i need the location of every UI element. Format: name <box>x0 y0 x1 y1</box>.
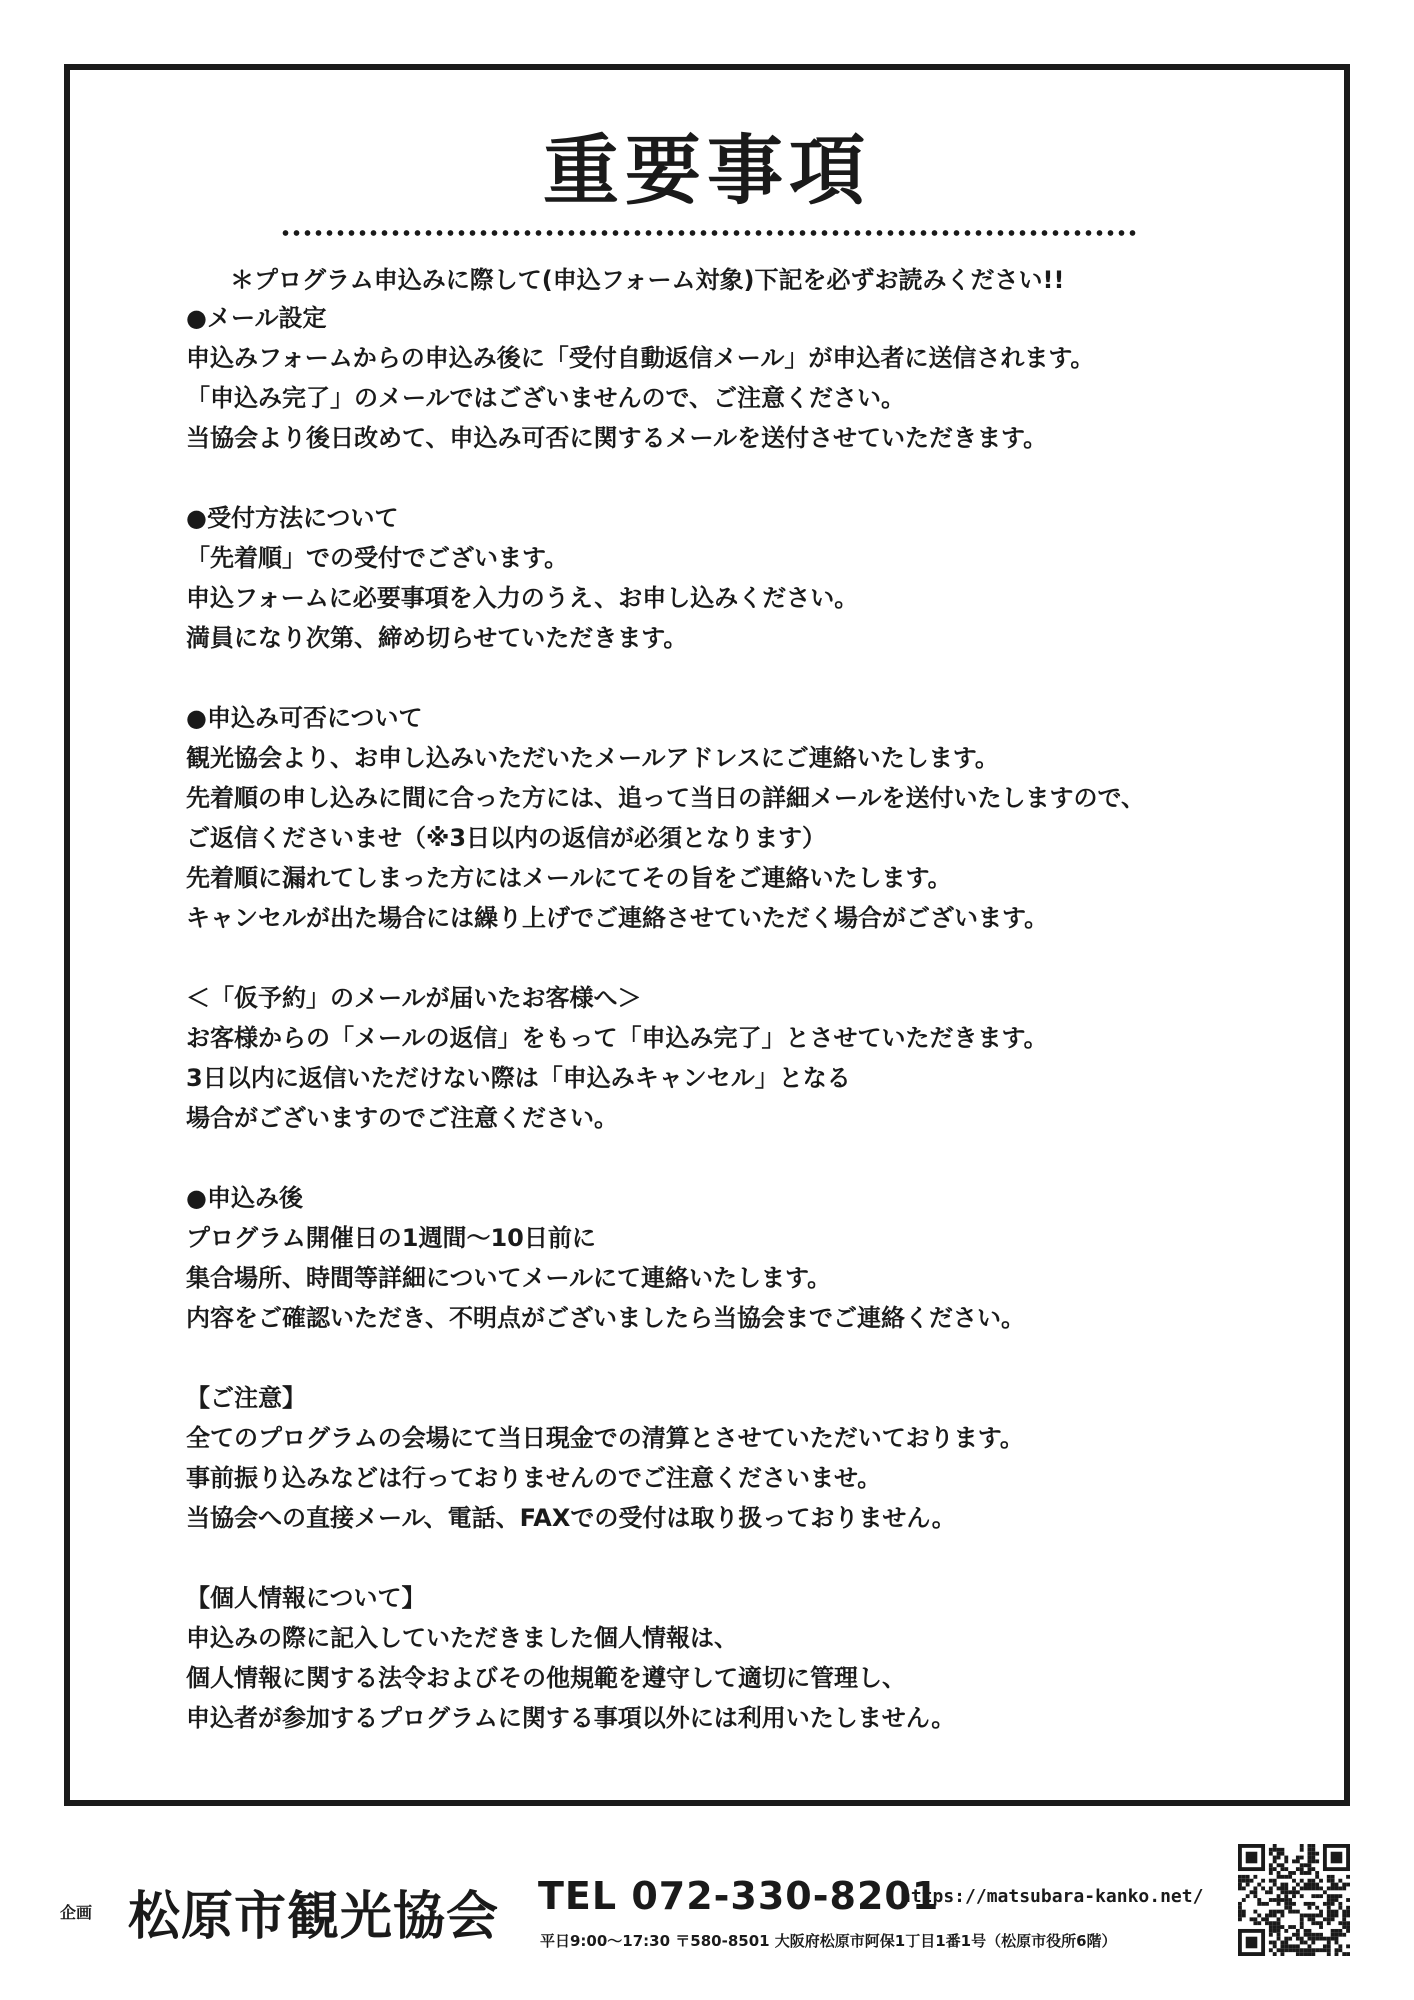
notice-frame <box>64 64 1350 1806</box>
section <box>186 698 1306 938</box>
section <box>186 298 1306 458</box>
section <box>186 1178 1306 1338</box>
section-heading: 【個人情報について】 <box>186 1584 426 1612</box>
dotted-divider <box>280 228 1140 238</box>
section-line: 集合場所、時間等詳細についてメールにて連絡いたします。 <box>186 1264 832 1292</box>
section-line: 申込者が参加するプログラムに関する事項以外には利用いたしません。 <box>186 1704 956 1732</box>
footer <box>0 1830 1414 2000</box>
section-line: キャンセルが出た場合には繰り上げでご連絡させていただく場合がございます。 <box>186 904 1049 932</box>
section-heading: ＜「仮予約」のメールが届いたお客様へ＞ <box>186 984 642 1012</box>
section-line: 申込フォームに必要事項を入力のうえ、お申し込みください。 <box>186 584 859 612</box>
section-heading: ●申込み可否について <box>186 704 423 732</box>
section-line: ご返信くださいませ（※3日以内の返信が必須となります） <box>186 824 827 852</box>
organization-name: 松原市観光協会 <box>128 1887 500 1947</box>
section-line: 先着順の申し込みに間に合った方には、追って当日の詳細メールを送付いたしますので、 <box>186 784 1146 812</box>
section-line: 「先着順」での受付でございます。 <box>186 544 569 572</box>
section-line: 当協会への直接メール、電話、FAXでの受付は取り扱っておりません。 <box>186 1504 956 1532</box>
section-heading: ●受付方法について <box>186 504 399 532</box>
section-line: 当協会より後日改めて、申込み可否に関するメールを送付させていただきます。 <box>186 424 1048 452</box>
section-line: 「申込み完了」のメールではございませんので、ご注意ください。 <box>186 384 906 412</box>
section-line: お客様からの「メールの返信」をもって「申込み完了」とさせていただきます。 <box>186 1024 1048 1052</box>
section-line: 事前振り込みなどは行っておりませんのでご注意くださいませ。 <box>186 1464 882 1492</box>
section-heading: ●申込み後 <box>186 1184 303 1212</box>
qr-code-icon[interactable] <box>1238 1844 1350 1956</box>
section-line: 3日以内に返信いただけない際は「申込みキャンセル」となる <box>186 1064 851 1092</box>
section-line: 先着順に漏れてしまった方にはメールにてその旨をご連絡いたします。 <box>186 864 952 892</box>
section-line: 申込みフォームからの申込み後に「受付自動返信メール」が申込者に送信されます。 <box>186 344 1095 372</box>
website-link[interactable]: https://matsubara-kanko.net/ <box>900 1886 1204 1907</box>
section-line: 個人情報に関する法令およびその他規範を遵守して適切に管理し、 <box>186 1664 906 1692</box>
section <box>186 498 1306 658</box>
page-title: 重要事項 <box>543 126 871 215</box>
sections-container <box>186 298 1306 1778</box>
section <box>186 1378 1306 1538</box>
read-notice: ＊プログラム申込みに際して(申込フォーム対象)下記を必ずお読みください!! <box>230 266 1065 294</box>
section-line: 全てのプログラムの会場にて当日現金での清算とさせていただいております。 <box>186 1424 1024 1452</box>
planner-label: 企画 <box>60 1903 93 1922</box>
section-heading: 【ご注意】 <box>186 1384 306 1412</box>
section-line: 満員になり次第、締め切らせていただきます。 <box>186 624 688 652</box>
hours-address: 平日9:00〜17:30 〒580-8501 大阪府松原市阿保1丁目1番1号（松原市役所6階） <box>540 1932 1117 1950</box>
telephone: TEL 072-330-8201 <box>538 1874 940 1918</box>
section-line: 内容をご確認いただき、不明点がございましたら当協会までご連絡ください。 <box>186 1304 1026 1332</box>
section-line: 場合がございますのでご注意ください。 <box>186 1104 618 1132</box>
section <box>186 978 1306 1138</box>
section-line: 申込みの際に記入していただきました個人情報は、 <box>186 1624 738 1652</box>
section <box>186 1578 1306 1738</box>
section-line: 観光協会より、お申し込みいただいたメールアドレスにご連絡いたします。 <box>186 744 999 772</box>
section-line: プログラム開催日の1週間〜10日前に <box>186 1224 596 1252</box>
section-heading: ●メール設定 <box>186 304 327 332</box>
